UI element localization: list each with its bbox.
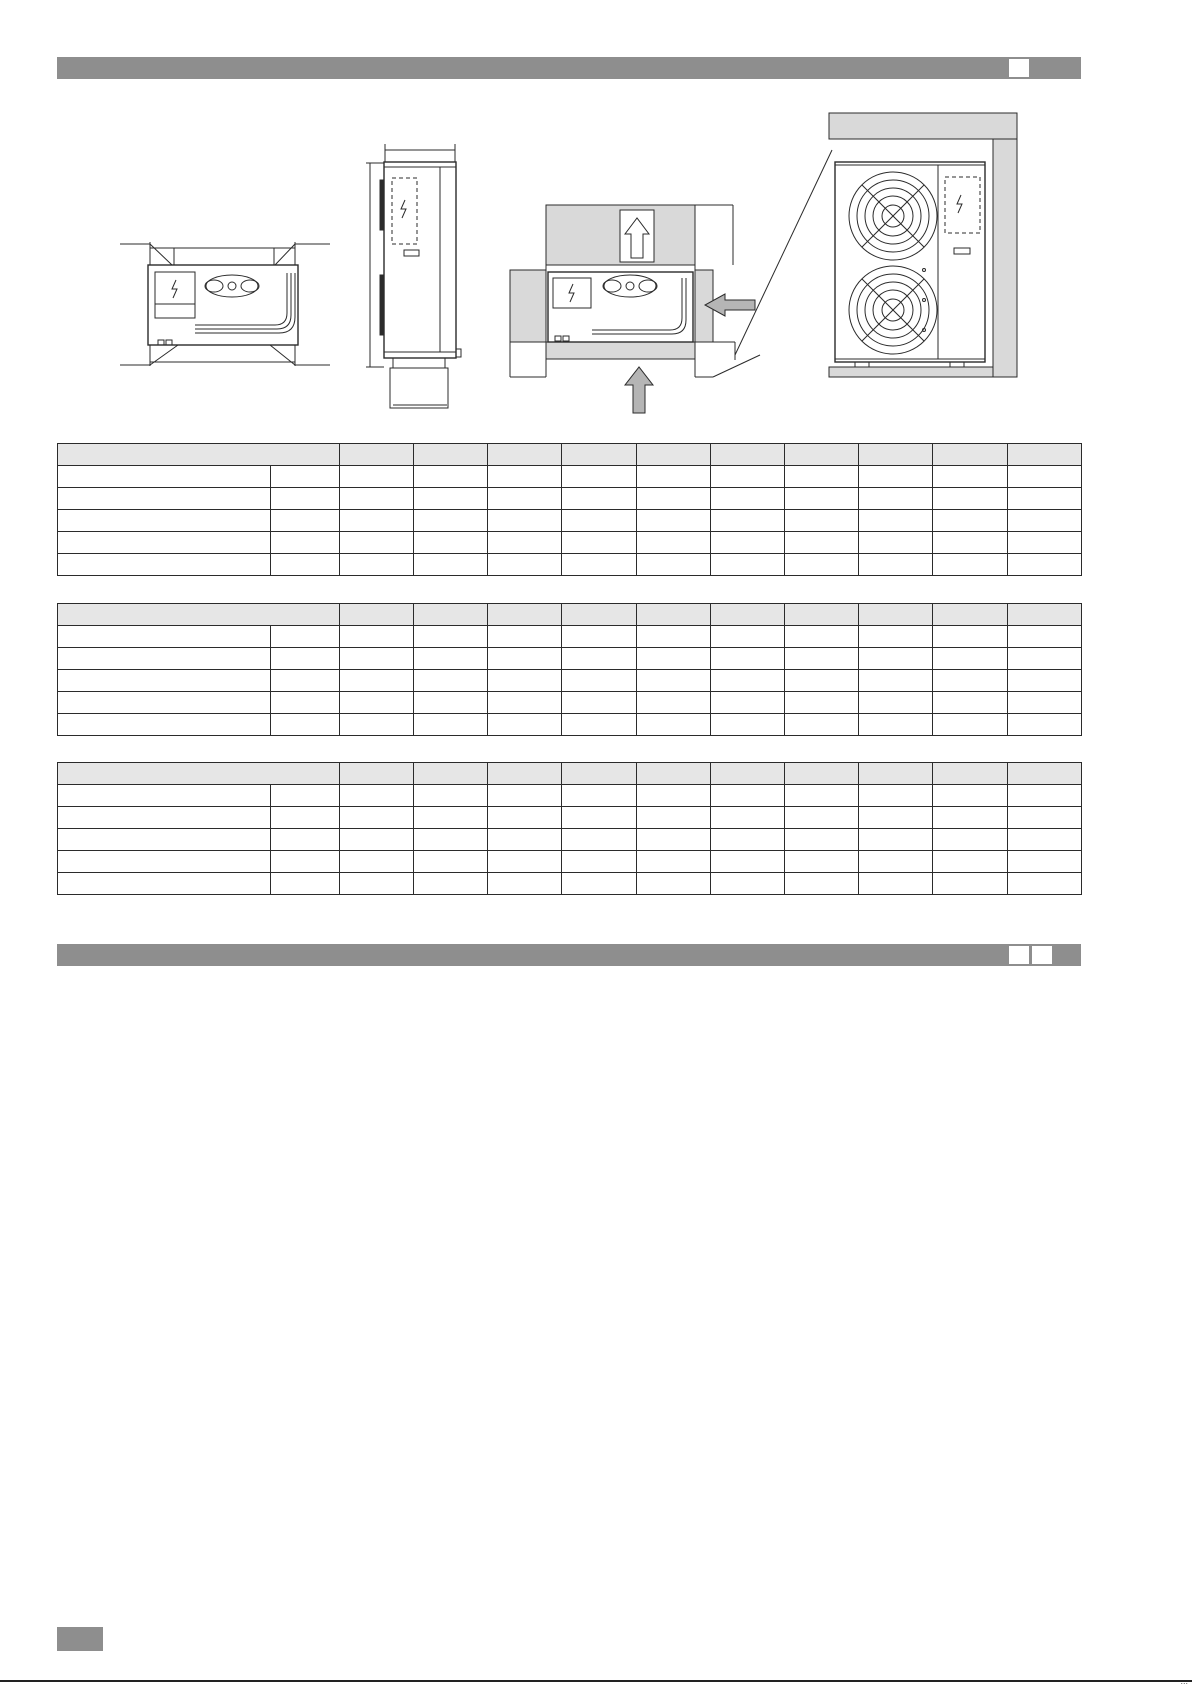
front-view-drawing <box>829 113 1017 377</box>
table-header-row <box>58 604 1082 626</box>
table-row <box>58 851 1082 873</box>
table-row <box>58 532 1082 554</box>
table-row <box>58 692 1082 714</box>
table-row <box>58 873 1082 895</box>
top-view-drawing <box>120 242 330 366</box>
table-row <box>58 488 1082 510</box>
spec-table-2 <box>57 603 1082 736</box>
table-row <box>58 466 1082 488</box>
section-header-bar-2 <box>57 944 1081 966</box>
section-number-box <box>1009 946 1029 964</box>
table-row <box>58 648 1082 670</box>
section-number-box <box>1009 59 1029 77</box>
dimension-drawings <box>0 100 1192 420</box>
corner-mark: ... <box>1180 1676 1188 1686</box>
table-row <box>58 714 1082 736</box>
table-row <box>58 626 1082 648</box>
spec-table-1 <box>57 443 1082 576</box>
clearance-view-drawing <box>510 150 832 413</box>
footer-rule <box>0 1680 1192 1682</box>
side-view-drawing <box>366 144 461 408</box>
section-header-bar <box>57 57 1081 79</box>
table-row <box>58 807 1082 829</box>
table-row <box>58 554 1082 576</box>
table-row <box>58 670 1082 692</box>
table-row <box>58 785 1082 807</box>
page-number-tab <box>57 1627 103 1651</box>
spec-table-3 <box>57 762 1082 895</box>
table-row <box>58 829 1082 851</box>
table-header-row <box>58 763 1082 785</box>
section-number-box <box>1032 946 1052 964</box>
table-header-row <box>58 444 1082 466</box>
table-row <box>58 510 1082 532</box>
